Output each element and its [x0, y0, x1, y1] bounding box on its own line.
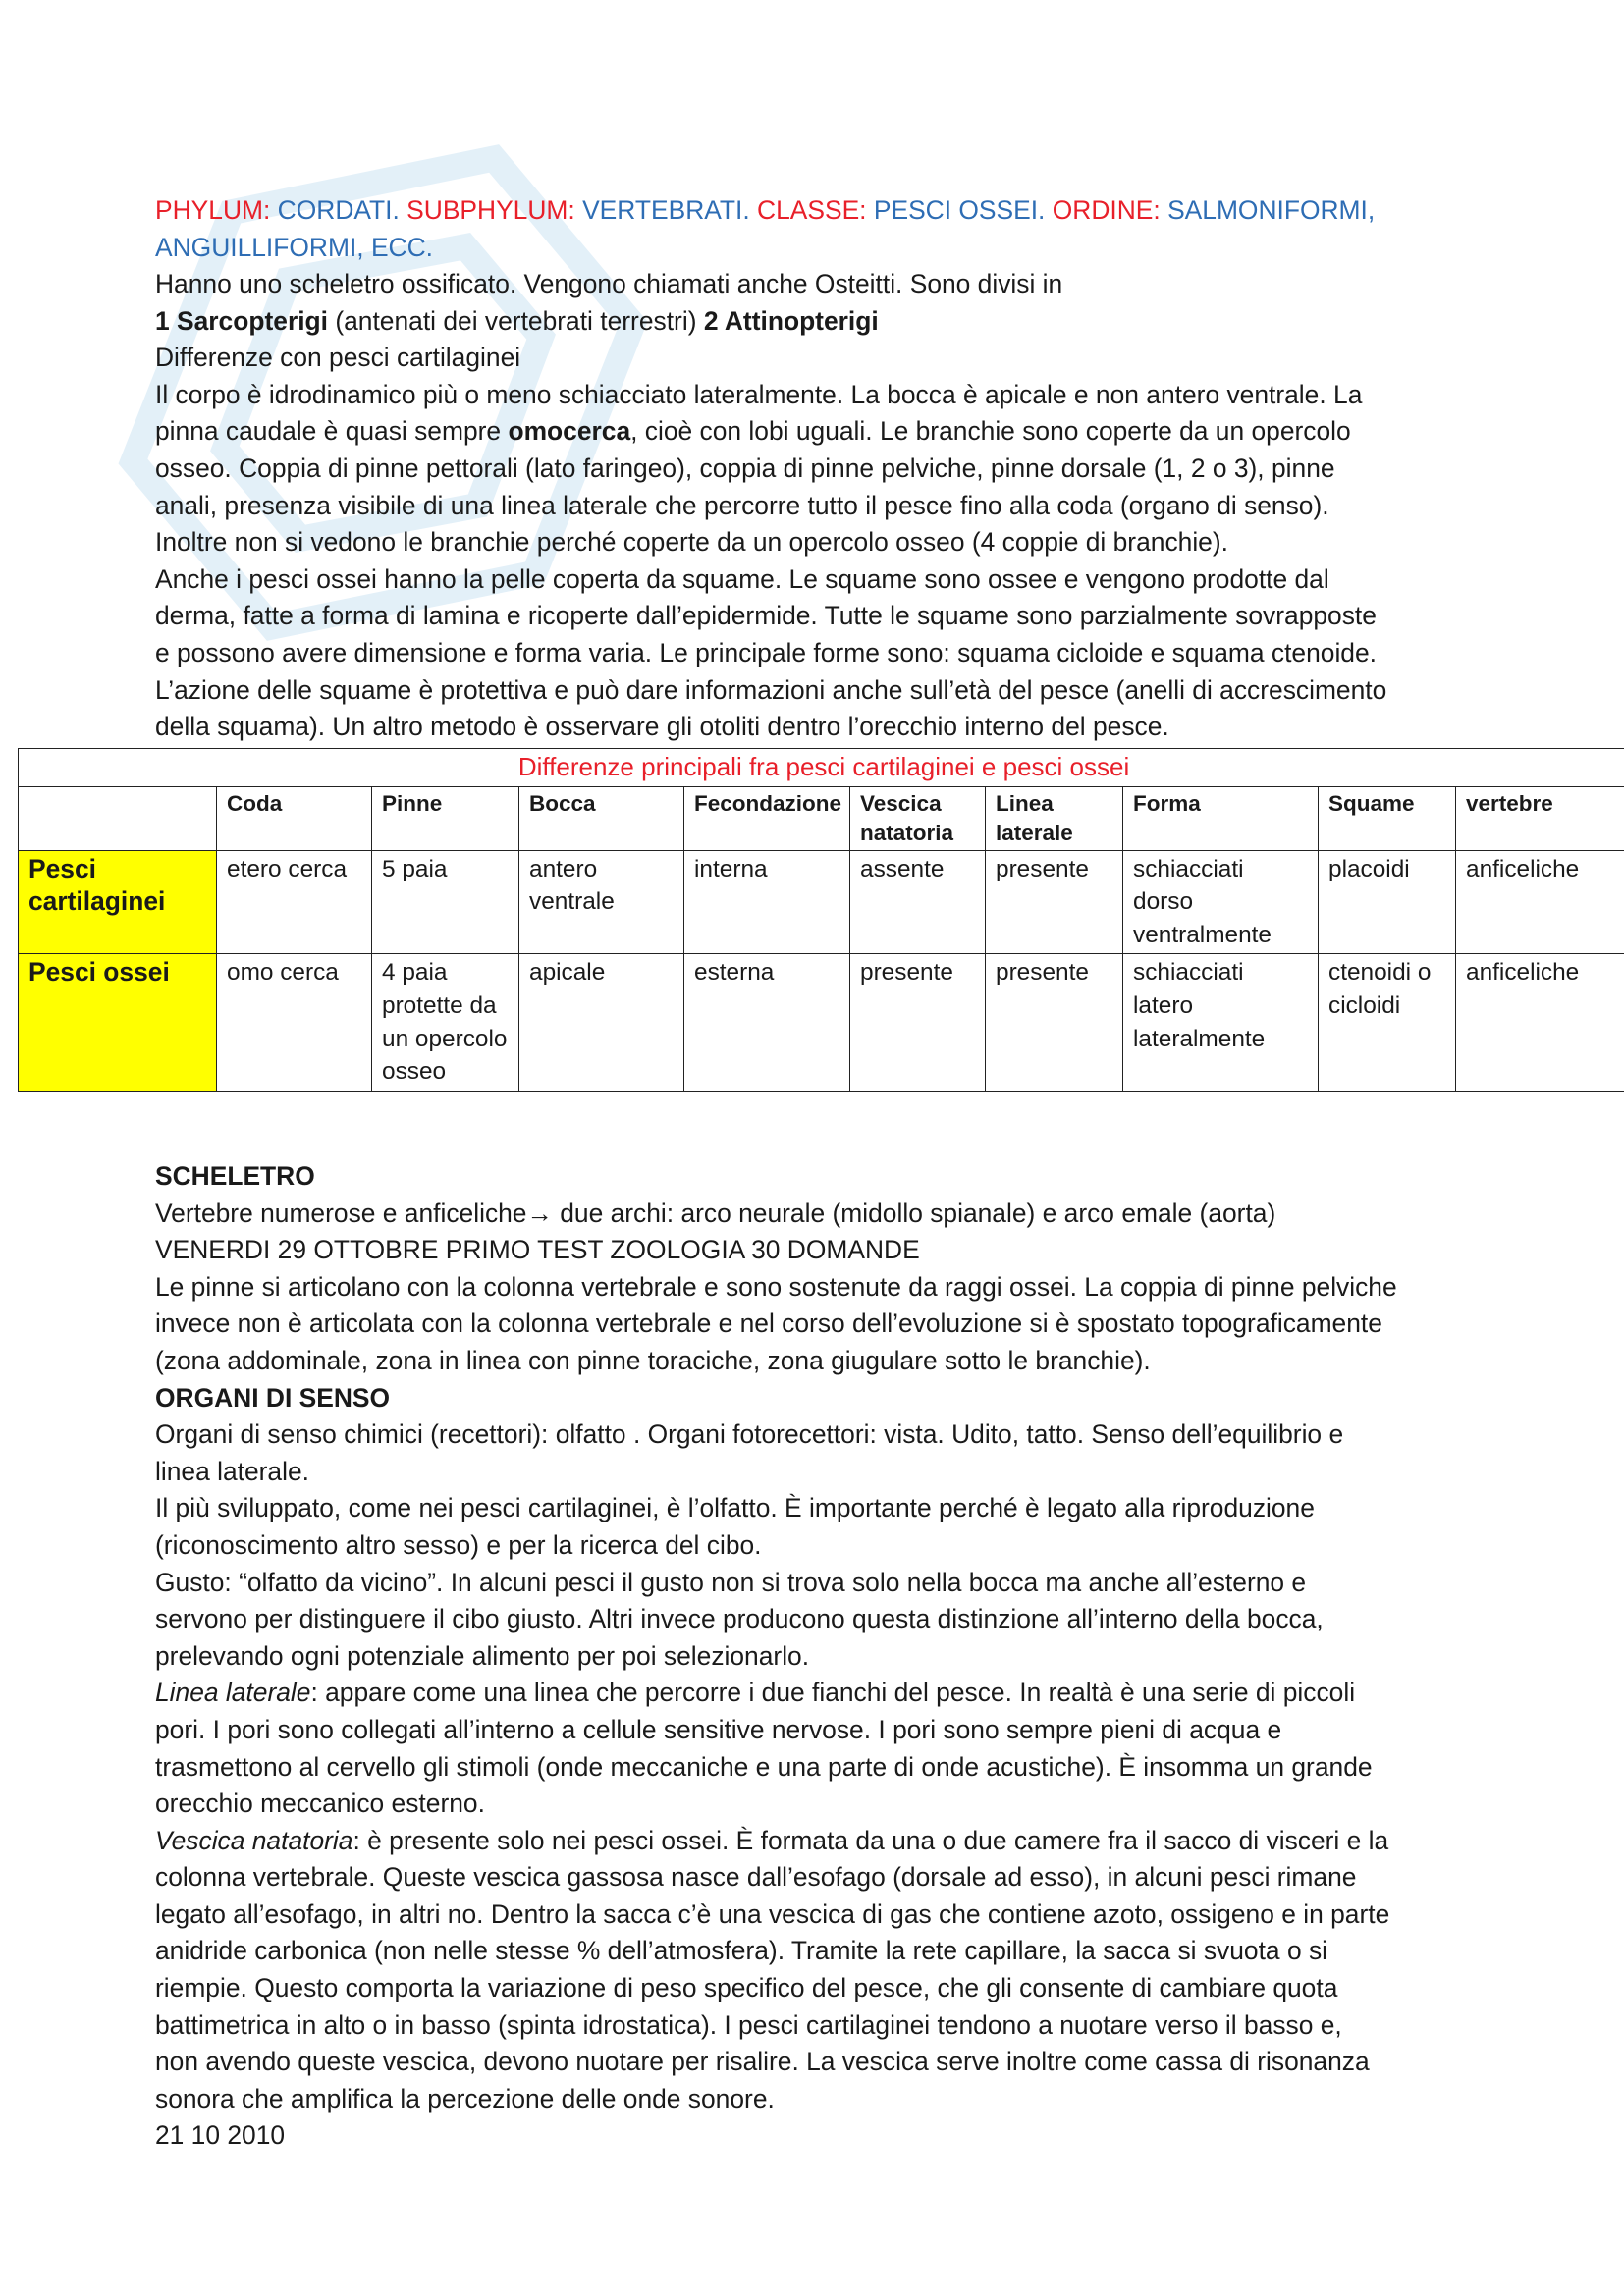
ordine-value-cont: ANGUILLIFORMI, ECC.: [155, 232, 434, 262]
text-line: battimetrica in alto o in basso (spinta idrostatica). I pesci cartilaginei tendono a nuotare verso il basso e,: [155, 2009, 1342, 2040]
table-cell: presente: [986, 954, 1123, 1091]
text-line: prelevando ogni potenziale alimento per poi selezionarlo.: [155, 1640, 810, 1671]
table-header: Bocca: [519, 786, 684, 850]
section-heading: SCHELETRO: [155, 1161, 315, 1191]
text-line: Gusto: “olfatto da vicino”. In alcuni pesci il gusto non si trova solo nella bocca ma anche all’esterno e: [155, 1567, 1307, 1597]
comparison-table: [18, 748, 1624, 1092]
text-line: Anche i pesci ossei hanno la pelle coperta da squame. Le squame sono ossee e vengono prodotte dal: [155, 563, 1329, 594]
table-header-empty: [19, 786, 217, 850]
table-caption-row: [19, 749, 1624, 787]
text-line: sonora che amplifica la percezione delle onde sonore.: [155, 2083, 775, 2113]
table-cell: etero cerca: [217, 850, 372, 954]
text-line: Il corpo è idrodinamico più o meno schiacciato lateralmente. La bocca è apicale e non antero ventrale. La: [155, 379, 1363, 409]
text-line: (riconoscimento altro sesso) e per la ricerca del cibo.: [155, 1529, 762, 1560]
taxonomy-line-1: [155, 192, 1510, 230]
text-line: Vertebre numerose e anficeliche→ due archi: arco neurale (midollo spianale) e arco emale (aorta): [155, 1198, 1276, 1228]
sarcopterigi-bold: 1 Sarcopterigi: [155, 305, 328, 336]
table-row: [19, 850, 1624, 954]
text-line: della squama). Un altro metodo è osservare gli otoliti dentro l’orecchio interno del pesce.: [155, 712, 1169, 742]
text-line: servono per distinguere il cibo giusto. Altri invece producono questa distinzione all’interno della bocca,: [155, 1604, 1324, 1634]
table-cell: assente: [850, 850, 986, 954]
text-line: [155, 1675, 1510, 1712]
row-label: Pesci cartilaginei: [19, 850, 217, 954]
text-line: trasmettono al cervello gli stimoli (onde meccaniche e una parte di onde acustiche). È insomma un grande: [155, 1751, 1373, 1782]
text-span: , cioè con lobi uguali. Le branchie sono coperte da un opercolo: [630, 416, 1351, 447]
text-line: e possono avere dimensione e forma varia. Le principale forme sono: squama cicloide e squama ctenoide.: [155, 637, 1377, 667]
text-span: (antenati dei vertebrati terrestri): [328, 305, 704, 336]
text-span: : è presente solo nei pesci ossei. È formata da una o due camere fra il sacco di visceri e la: [352, 1825, 1389, 1855]
table-header: Forma: [1123, 786, 1319, 850]
text-span: pinna caudale è quasi sempre: [155, 416, 509, 447]
text-line: non avendo queste vescica, devono nuotare per risalire. La vescica serve inoltre come cassa di risonanza: [155, 2047, 1370, 2077]
table-header: Pinne: [372, 786, 519, 850]
table-header: vertebre: [1456, 786, 1624, 850]
scheletro-section: [155, 1158, 1510, 2155]
table-header: Linea laterale: [986, 786, 1123, 850]
table-caption: Differenze principali fra pesci cartilaginei e pesci ossei: [19, 749, 1624, 787]
table-cell: anficeliche: [1456, 954, 1624, 1091]
text-line: riempie. Questo comporta la variazione di peso specifico del pesce, che gli consente di cambiare quota: [155, 1973, 1338, 2003]
text-line: linea laterale.: [155, 1456, 309, 1486]
text-line: [155, 303, 1510, 341]
table-cell: ctenoidi o cicloidi: [1319, 954, 1456, 1091]
text-line: VENERDI 29 OTTOBRE PRIMO TEST ZOOLOGIA 30 DOMANDE: [155, 1235, 920, 1265]
taxonomy-header: [155, 192, 1510, 266]
table-cell: esterna: [684, 954, 850, 1091]
classe-value: PESCI OSSEI.: [873, 195, 1046, 225]
intro-section: [155, 266, 1510, 746]
subphylum-label: SUBPHYLUM:: [406, 195, 575, 225]
table-cell: interna: [684, 850, 850, 954]
table-header: Coda: [217, 786, 372, 850]
text-span: : appare come una linea che percorre i due fianchi del pesce. In realtà è una serie di piccoli: [310, 1678, 1356, 1708]
table-header: Squame: [1319, 786, 1456, 850]
table-cell: schiacciati dorso ventralmente: [1123, 850, 1319, 954]
ordine-value: SALMONIFORMI,: [1167, 195, 1376, 225]
text-line: Inoltre non si vedono le branchie perché coperte da un opercolo osseo (4 coppie di branchie).: [155, 527, 1228, 558]
vescica-natatoria-italic: Vescica natatoria: [155, 1825, 353, 1855]
omocerca-bold: omocerca: [508, 416, 631, 447]
text-line: [155, 1823, 1510, 1860]
row-label: Pesci ossei: [19, 954, 217, 1091]
ordine-label: ORDINE:: [1052, 195, 1161, 225]
text-line: Il più sviluppato, come nei pesci cartilaginei, è l’olfatto. È importante perché è legato alla riproduzione: [155, 1493, 1315, 1523]
table-cell: placoidi: [1319, 850, 1456, 954]
text-line: derma, fatte a forma di lamina e ricoperte dall’epidermide. Tutte le squame sono parzialmente sovrapposte: [155, 601, 1377, 631]
table-cell: presente: [986, 850, 1123, 954]
table-cell: apicale: [519, 954, 684, 1091]
text-line: colonna vertebrale. Queste vescica gassosa nasce dall’esofago (dorsale ad esso), in alcuni pesci rimane: [155, 1862, 1357, 1893]
text-line: anidride carbonica (non nelle stesse % dell’atmosfera). Tramite la rete capillare, la sacca si svuota o si: [155, 1936, 1328, 1966]
text-line: Differenze con pesci cartilaginei: [155, 343, 521, 373]
text-line: legato all’esofago, in altri no. Dentro la sacca c’è una vescica di gas che contiene azoto, ossigeno e in parte: [155, 1898, 1390, 1929]
table-cell: presente: [850, 954, 986, 1091]
classe-label: CLASSE:: [757, 195, 867, 225]
text-line: anali, presenza visibile di una linea laterale che percorre tutto il pesce fino alla coda (organo di senso).: [155, 490, 1329, 520]
table-cell: schiacciati latero lateralmente: [1123, 954, 1319, 1091]
table-row: [19, 954, 1624, 1091]
phylum-value: CORDATI.: [277, 195, 400, 225]
section-heading: ORGANI DI SENSO: [155, 1382, 391, 1413]
text-line: L’azione delle squame è protettiva e può dare informazioni anche sull’età del pesce (anelli di accrescimento: [155, 674, 1387, 705]
text-line: invece non è articolata con la colonna vertebrale e nel corso dell’evoluzione si è spostato topograficamente: [155, 1308, 1382, 1339]
text-line: Le pinne si articolano con la colonna vertebrale e sono sostenute da raggi ossei. La coppia di pinne pelviche: [155, 1271, 1397, 1302]
text-line: [155, 413, 1510, 451]
text-line: pori. I pori sono collegati all’interno a cellule sensitive nervose. I pori sono sempre pieni di acqua e: [155, 1714, 1282, 1744]
text-line: (zona addominale, zona in linea con pinne toraciche, zona giugulare sotto le branchie).: [155, 1345, 1151, 1375]
subphylum-value: VERTEBRATI.: [582, 195, 750, 225]
text-line: osseo. Coppia di pinne pettorali (lato faringeo), coppia di pinne pelviche, pinne dorsale (1, 2 o 3), pinne: [155, 453, 1335, 483]
table-header-row: [19, 786, 1624, 850]
linea-laterale-italic: Linea laterale: [155, 1678, 311, 1708]
table-cell: 4 paia protette da un opercolo osseo: [372, 954, 519, 1091]
phylum-label: PHYLUM:: [155, 195, 271, 225]
table-header: Fecondazione: [684, 786, 850, 850]
attinopterigi-bold: 2 Attinopterigi: [703, 305, 879, 336]
table-cell: antero ventrale: [519, 850, 684, 954]
table-cell: omo cerca: [217, 954, 372, 1091]
text-line: Organi di senso chimici (recettori): olfatto . Organi fotorecettori: vista. Udito, tatto. Senso dell’equilibrio e: [155, 1419, 1344, 1450]
date-text: 21 10 2010: [155, 2120, 286, 2151]
table-cell: 5 paia: [372, 850, 519, 954]
text-line: orecchio meccanico esterno.: [155, 1789, 485, 1819]
table-cell: anficeliche: [1456, 850, 1624, 954]
table-header: Vescica natatoria: [850, 786, 986, 850]
text-line: Hanno uno scheletro ossificato. Vengono chiamati anche Osteitti. Sono divisi in: [155, 269, 1063, 298]
